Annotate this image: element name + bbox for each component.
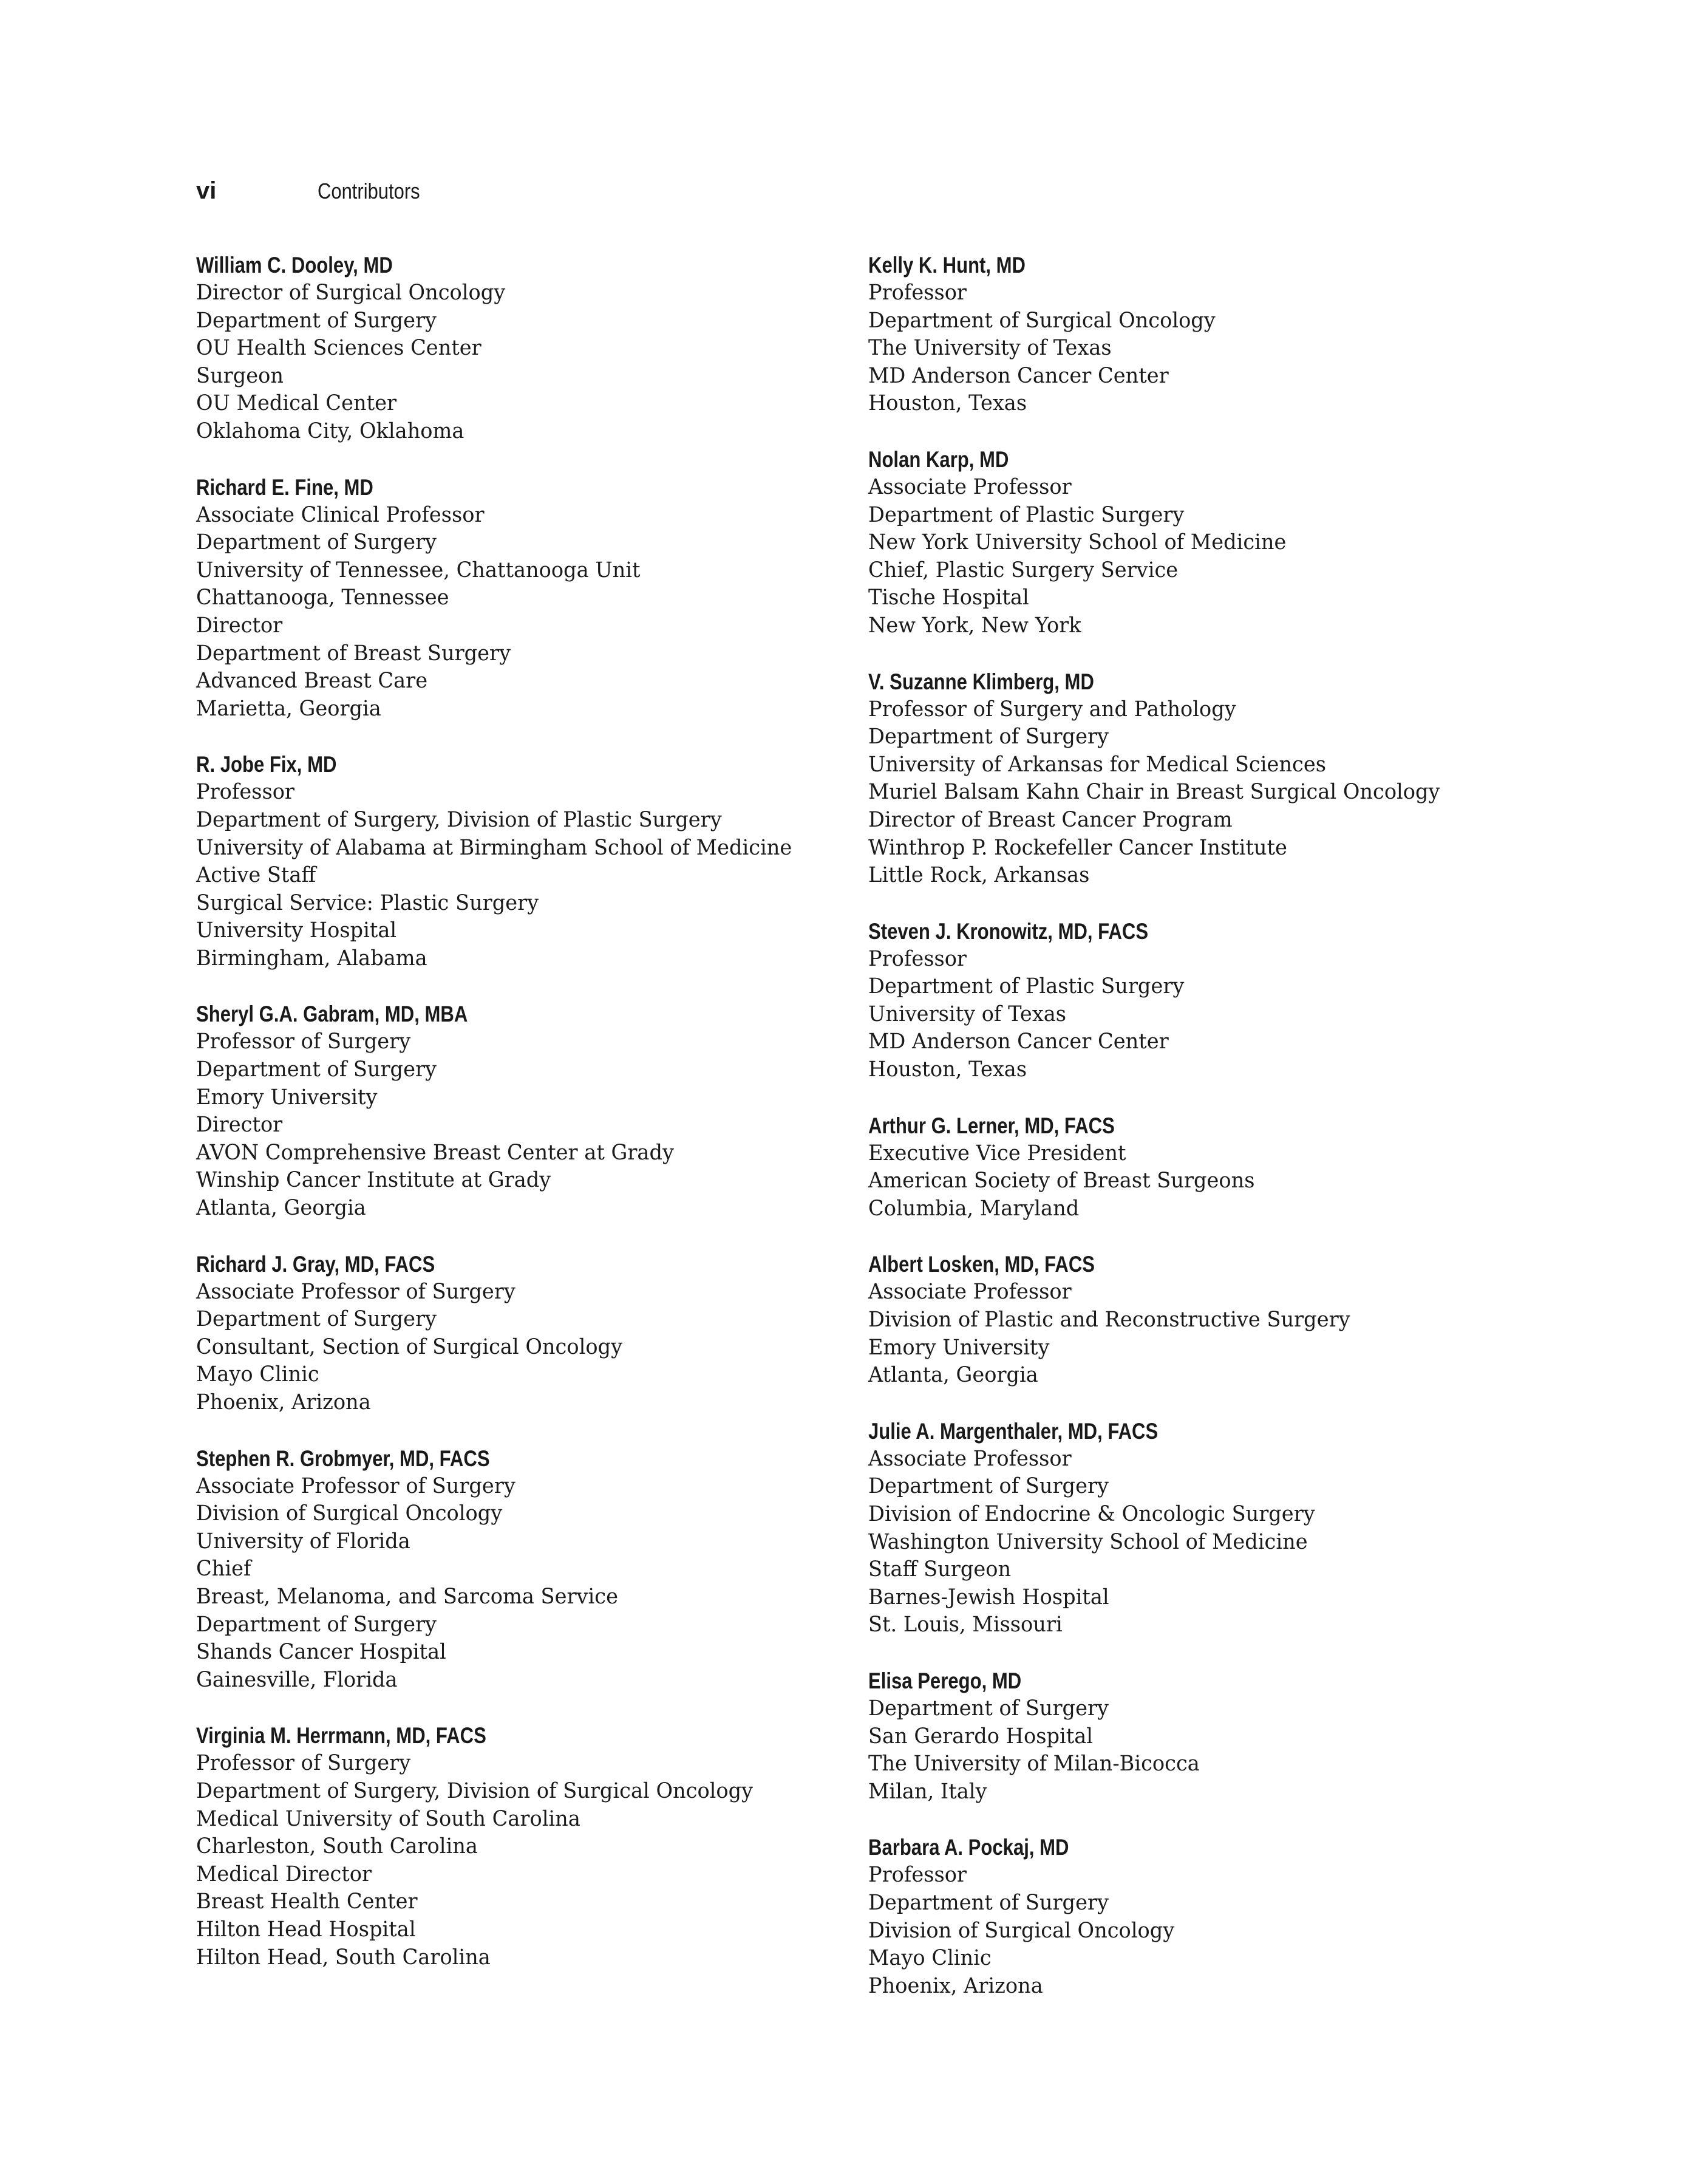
contributor-entry	[868, 251, 1512, 418]
contributor-name: Albert Losken, MD, FACS	[868, 1252, 1095, 1277]
affiliation-line: The University of Milan-Bicocca	[868, 1752, 1200, 1777]
affiliation-line: Department of Plastic Surgery	[868, 502, 1185, 527]
affiliation-line: Professor	[868, 946, 967, 971]
contributor-entry	[196, 1251, 840, 1417]
affiliation-line: Director of Breast Cancer Program	[868, 807, 1233, 832]
affiliation-line: Emory University	[196, 1085, 378, 1110]
affiliation-line: Houston, Texas	[868, 391, 1027, 416]
affiliation-line: Atlanta, Georgia	[196, 1196, 366, 1221]
affiliation-line: Associate Professor of Surgery	[196, 1473, 515, 1498]
affiliation-line: New York University School of Medicine	[868, 530, 1287, 555]
affiliation-line: Division of Surgical Oncology	[196, 1501, 503, 1526]
affiliation-line: Department of Surgery	[196, 1307, 437, 1332]
affiliation-line: Department of Surgery	[868, 1474, 1109, 1499]
affiliation-line: Advanced Breast Care	[196, 669, 428, 694]
affiliation-line: Department of Surgery	[868, 1696, 1109, 1721]
affiliation-line: Department of Surgery	[196, 308, 437, 333]
affiliation-line: Department of Surgery	[196, 1612, 437, 1637]
affiliation-line: Department of Surgery	[196, 1057, 437, 1082]
affiliation-line: OU Health Sciences Center	[196, 336, 481, 361]
affiliation-line: Medical Director	[196, 1862, 372, 1886]
affiliation-line: New York, New York	[868, 613, 1081, 638]
contributor-entry	[196, 1722, 840, 1971]
affiliation-line: Department of Breast Surgery	[196, 641, 511, 666]
affiliation-line: Professor	[196, 780, 294, 805]
contributor-name: Barbara A. Pockaj, MD	[868, 1835, 1069, 1860]
affiliation-line: OU Medical Center	[196, 391, 397, 416]
affiliation-line: Surgical Service: Plastic Surgery	[196, 890, 539, 915]
affiliation-line: Phoenix, Arizona	[196, 1390, 371, 1415]
affiliation-line: Associate Professor	[868, 474, 1072, 499]
affiliation-line: Muriel Balsam Kahn Chair in Breast Surgical Oncology	[868, 780, 1440, 805]
contributor-name: Richard E. Fine, MD	[196, 474, 373, 500]
affiliation-line: Chattanooga, Tennessee	[196, 585, 449, 610]
affiliation-line: Emory University	[868, 1335, 1050, 1360]
affiliation-line: Division of Plastic and Reconstructive Surgery	[868, 1308, 1350, 1333]
contributor-name: Richard J. Gray, MD, FACS	[196, 1251, 435, 1277]
affiliation-line: Oklahoma City, Oklahoma	[196, 418, 464, 443]
affiliation-line: Director	[196, 1113, 283, 1138]
contributor-name: Virginia M. Herrmann, MD, FACS	[196, 1723, 486, 1749]
affiliation-line: Milan, Italy	[868, 1779, 987, 1804]
contributor-name: R. Jobe Fix, MD	[196, 752, 337, 777]
affiliation-line: Professor of Surgery	[196, 1751, 411, 1776]
affiliation-line: Associate Clinical Professor	[196, 502, 485, 527]
affiliation-line: University of Tennessee, Chattanooga Unit	[196, 558, 641, 582]
affiliation-line: Breast, Melanoma, and Sarcoma Service	[196, 1584, 618, 1609]
affiliation-line: AVON Comprehensive Breast Center at Grady	[196, 1140, 674, 1165]
affiliation-line: Department of Surgical Oncology	[868, 308, 1216, 333]
affiliation-line: Tische Hospital	[868, 585, 1029, 610]
affiliation-line: Charleston, South Carolina	[196, 1834, 478, 1859]
contributor-name: Kelly K. Hunt, MD	[868, 253, 1026, 278]
affiliation-line: St. Louis, Missouri	[868, 1613, 1063, 1637]
affiliation-line: Department of Surgery, Division of Surgical Oncology	[196, 1778, 754, 1803]
affiliation-line: Active Staff	[196, 863, 316, 888]
affiliation-line: Associate Professor	[868, 1280, 1072, 1305]
affiliation-line: Little Rock, Arkansas	[868, 863, 1090, 888]
affiliation-line: Winthrop P. Rockefeller Cancer Institute	[868, 835, 1287, 860]
affiliation-line: Chief, Plastic Surgery Service	[868, 558, 1179, 582]
affiliation-line: Associate Professor	[868, 1446, 1072, 1471]
affiliation-line: San Gerardo Hospital	[868, 1724, 1093, 1749]
affiliation-line: Mayo Clinic	[196, 1362, 319, 1387]
contributor-entry	[868, 1418, 1512, 1639]
affiliation-line: Hilton Head Hospital	[196, 1917, 416, 1942]
affiliation-line: University Hospital	[196, 918, 397, 943]
affiliation-line: Medical University of South Carolina	[196, 1806, 580, 1831]
contributor-entry	[868, 1251, 1512, 1389]
left-column	[196, 251, 840, 1999]
affiliation-line: Winship Cancer Institute at Grady	[196, 1168, 551, 1193]
page-number: vi	[196, 177, 217, 204]
affiliation-line: Breast Health Center	[196, 1889, 418, 1914]
affiliation-line: Executive Vice President	[868, 1141, 1126, 1166]
contributor-name: William C. Dooley, MD	[196, 253, 393, 278]
affiliation-line: Birmingham, Alabama	[196, 946, 427, 971]
affiliation-line: Department of Surgery	[868, 1890, 1109, 1915]
affiliation-line: Shands Cancer Hospital	[196, 1640, 446, 1665]
affiliation-line: Atlanta, Georgia	[868, 1363, 1038, 1388]
contributor-name: Arthur G. Lerner, MD, FACS	[868, 1113, 1115, 1138]
affiliation-line: Professor of Surgery	[196, 1029, 411, 1054]
affiliation-line: Columbia, Maryland	[868, 1196, 1080, 1221]
affiliation-line: Director of Surgical Oncology	[196, 281, 506, 305]
contributor-entry	[196, 1000, 840, 1222]
contributor-name: Steven J. Kronowitz, MD, FACS	[868, 918, 1149, 944]
affiliation-line: Associate Professor of Surgery	[196, 1279, 515, 1304]
affiliation-line: University of Texas	[868, 1002, 1067, 1026]
affiliation-line: Department of Surgery	[868, 725, 1109, 749]
affiliation-line: Barnes-Jewish Hospital	[868, 1585, 1109, 1609]
affiliation-line: University of Alabama at Birmingham School of Medicine	[196, 835, 792, 860]
affiliation-line: Mayo Clinic	[868, 1946, 992, 1971]
contributor-name: Nolan Karp, MD	[868, 446, 1009, 472]
contributor-entry	[196, 1445, 840, 1695]
affiliation-line: The University of Texas	[868, 336, 1112, 361]
contributor-entry	[196, 474, 840, 723]
affiliation-line: University of Arkansas for Medical Sciences	[868, 752, 1326, 777]
affiliation-line: Gainesville, Florida	[196, 1667, 398, 1692]
affiliation-line: MD Anderson Cancer Center	[868, 1029, 1169, 1054]
affiliation-line: Professor	[868, 1863, 967, 1888]
contributor-entry	[196, 251, 840, 446]
affiliation-line: Professor	[868, 281, 967, 305]
contributor-name: Sheryl G.A. Gabram, MD, MBA	[196, 1002, 468, 1027]
right-column	[868, 251, 1512, 2028]
affiliation-line: Staff Surgeon	[868, 1557, 1012, 1582]
contributor-entry	[868, 446, 1512, 640]
running-head: Contributors	[318, 179, 420, 203]
contributor-entry	[868, 1834, 1512, 2000]
affiliation-line: Director	[196, 613, 283, 638]
contributor-entry	[868, 918, 1512, 1084]
affiliation-line: Department of Surgery	[196, 530, 437, 555]
affiliation-line: University of Florida	[196, 1529, 410, 1554]
affiliation-line: Hilton Head, South Carolina	[196, 1945, 491, 1970]
affiliation-line: Consultant, Section of Surgical Oncology	[196, 1334, 623, 1359]
affiliation-line: Marietta, Georgia	[196, 696, 381, 721]
affiliation-line: Phoenix, Arizona	[868, 1973, 1043, 1998]
contributor-entry	[196, 751, 840, 972]
contributor-name: V. Suzanne Klimberg, MD	[868, 669, 1094, 694]
affiliation-line: Professor of Surgery and Pathology	[868, 697, 1236, 722]
affiliation-line: MD Anderson Cancer Center	[868, 363, 1169, 388]
contributor-entry	[868, 1667, 1512, 1806]
affiliation-line: Houston, Texas	[868, 1057, 1027, 1082]
contributor-name: Stephen R. Grobmyer, MD, FACS	[196, 1446, 490, 1471]
affiliation-line: Surgeon	[196, 363, 284, 388]
affiliation-line: Chief	[196, 1557, 251, 1582]
affiliation-line: Department of Surgery, Division of Plastic Surgery	[196, 807, 722, 832]
contributor-entry	[868, 1112, 1512, 1223]
affiliation-line: Division of Surgical Oncology	[868, 1918, 1175, 1943]
affiliation-line: Washington University School of Medicine	[868, 1529, 1308, 1554]
affiliation-line: American Society of Breast Surgeons	[868, 1169, 1255, 1193]
contributor-entry	[868, 668, 1512, 890]
contributor-name: Elisa Perego, MD	[868, 1668, 1022, 1693]
affiliation-line: Department of Plastic Surgery	[868, 974, 1185, 999]
affiliation-line: Division of Endocrine & Oncologic Surgery	[868, 1502, 1315, 1526]
page-header	[196, 177, 437, 214]
contributor-name: Julie A. Margenthaler, MD, FACS	[868, 1418, 1159, 1444]
